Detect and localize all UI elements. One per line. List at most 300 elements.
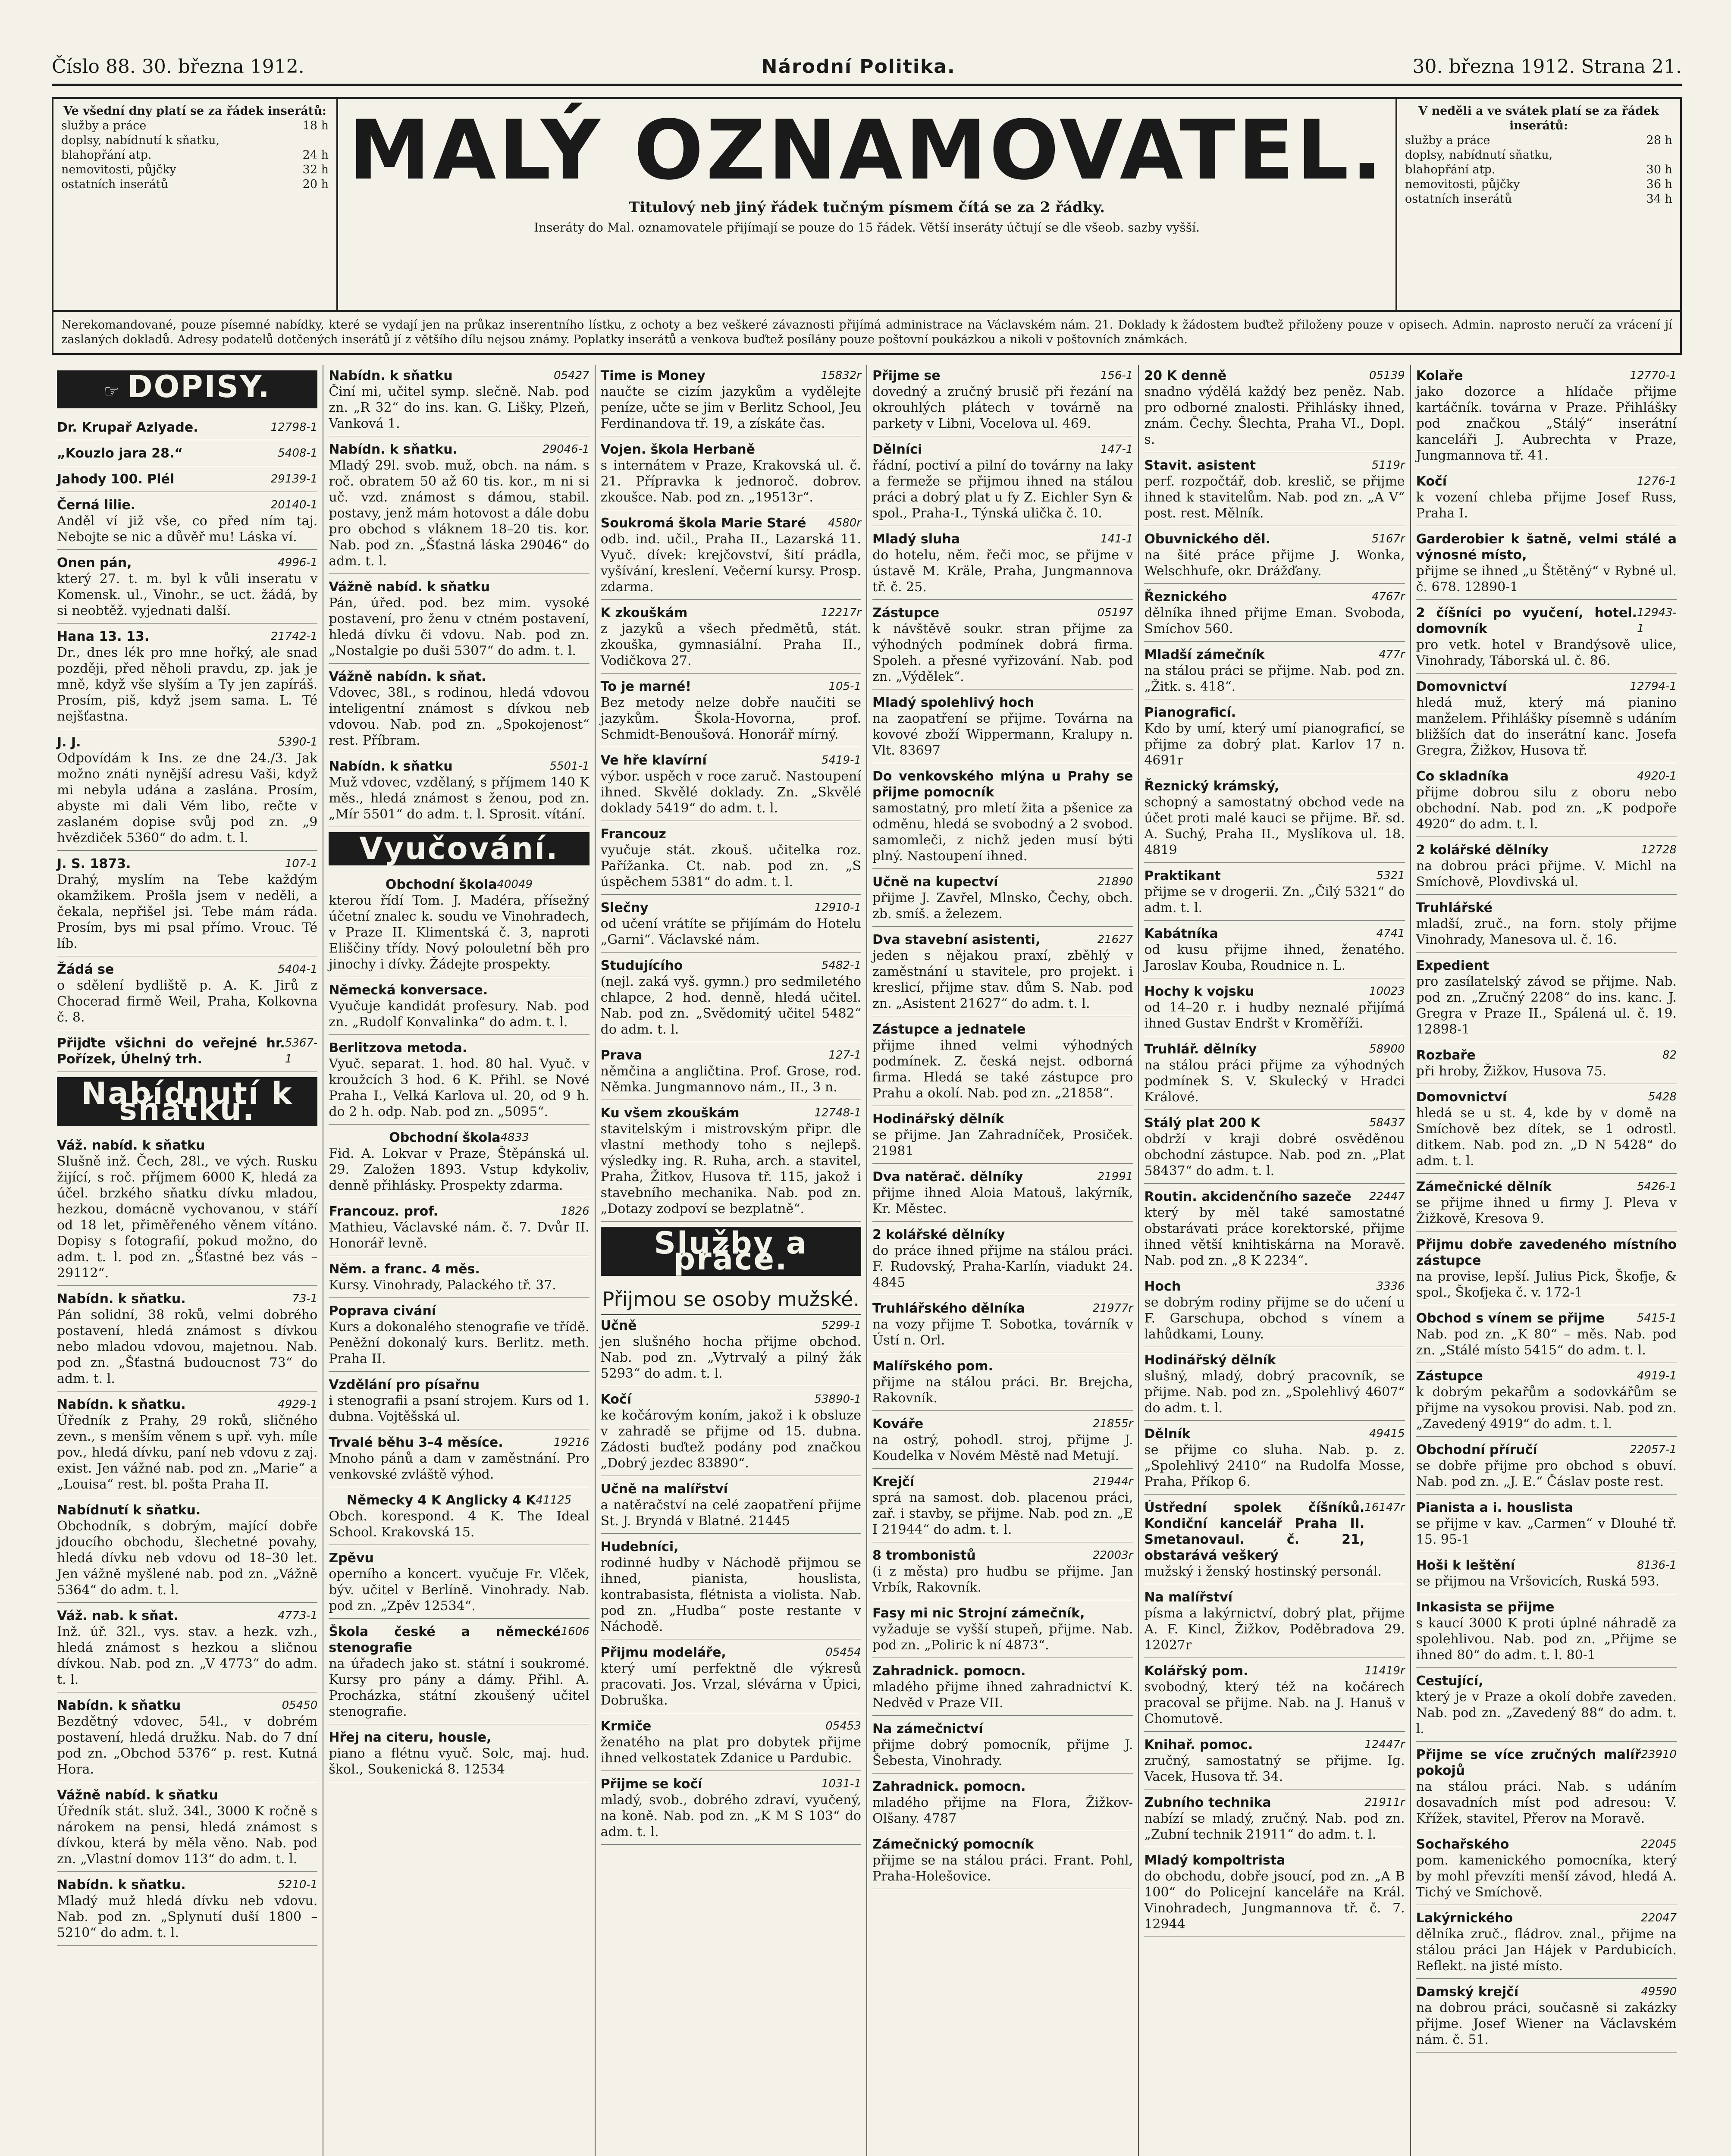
ad-title: Dělník (1144, 1426, 1191, 1442)
ad-heading (1144, 1500, 1405, 1564)
classified-ad (1416, 1555, 1677, 1594)
ad-number: 477r (1379, 648, 1405, 661)
ad-heading (329, 1435, 589, 1451)
ad-heading (872, 1111, 1133, 1127)
ad-text: se přijme. Jan Zahradníček, Prosiček. 21981 (872, 1128, 1133, 1159)
ad-text: jako dozorce a hlídače přijme kartáčník. továrna v Praze. Přihlášky pod značkou „Stálý“ inserátní kanceláři J. Aubrechta v Praze, Jungmannova tř. 41. (1416, 384, 1677, 463)
ad-number: 5426-1 (1637, 1180, 1677, 1193)
ad-heading (601, 1105, 861, 1121)
ad-heading (601, 826, 861, 842)
ad-heading (872, 368, 1133, 384)
ad-heading (1144, 1663, 1405, 1679)
ad-text: přijme dobrý pomocník, přijme J. Šebesta, Vinohrady. (872, 1737, 1133, 1768)
ad-heading (1416, 1673, 1677, 1689)
ad-heading (57, 1138, 317, 1153)
ad-heading (1144, 1115, 1405, 1131)
ad-heading (601, 1718, 861, 1734)
ad-number: 21991 (1097, 1170, 1133, 1183)
ad-title: Hochy k vojsku (1144, 984, 1254, 999)
ad-title: J. J. (57, 735, 81, 750)
ad-title: K zkouškám (600, 605, 688, 620)
ad-text: na stálou práci. Nab. s udáním dosavadních míst pod adresou: V. Křížek, stavitel, Přerov na Moravě. (1416, 1779, 1677, 1826)
ad-text: k vození chleba přijme Josef Russ, Praha I. (1416, 490, 1677, 521)
classified-ad (601, 1479, 861, 1534)
ad-heading (872, 695, 1133, 711)
classified-ad (1144, 923, 1405, 978)
ad-heading (872, 1605, 1133, 1621)
ad-number: 41125 (536, 1494, 572, 1507)
ad-title: Zubního technika (1144, 1795, 1271, 1810)
ad-title: Učně na malířství (600, 1482, 728, 1497)
ad-heading (601, 1047, 861, 1063)
ad-number: 22045 (1641, 1838, 1677, 1851)
ad-title: Zámečnické dělník (1416, 1179, 1552, 1194)
ad-heading (601, 1539, 861, 1555)
ad-text: a natěračství na celé zaopatření přijme St. J. Bryndá v Blatné. 21445 (600, 1498, 861, 1529)
ad-text: Mathieu, Václavské nám. č. 7. Dvůr II. Honorář levně. (329, 1220, 590, 1251)
masthead (52, 47, 1682, 86)
ad-heading (1416, 1557, 1677, 1573)
classified-ad (57, 1500, 317, 1603)
ad-heading (1416, 1599, 1677, 1615)
section-header-marriage: Nabídnutí k sňatku. (57, 1077, 317, 1126)
ad-title: Soukromá škola Marie Staré (600, 516, 806, 531)
ad-heading (1144, 868, 1405, 884)
ad-number: 21855r (1092, 1417, 1133, 1430)
ad-title: „Kouzlo jara 28.“ (57, 446, 183, 461)
ad-text: Vdovec, 38l., s rodinou, hledá vdovou inteligentní známost s dívkou neb vdovou. Nab. pod zn. „Spokojenost“ rest. Příbram. (329, 685, 590, 748)
ad-heading (329, 1492, 589, 1508)
ad-title: Přijme se (872, 368, 941, 383)
ad-heading (872, 1022, 1133, 1037)
classified-ad (57, 1288, 317, 1391)
ad-heading (601, 1318, 861, 1334)
classified-ad (329, 1621, 589, 1724)
column-5 (1139, 365, 1411, 2156)
ad-heading (57, 1877, 317, 1893)
ad-text: se přijmou na Vršovicích, Ruská 593. (1416, 1574, 1660, 1589)
ad-heading (1416, 1047, 1677, 1063)
ad-number: 4929-1 (278, 1398, 318, 1411)
ad-text: Mladý muž hledá dívku neb vdovu. Nab. pod zn. „Splynutí duší 1800 – 5210“ do adm. t. l. (57, 1893, 318, 1940)
ad-title: Expedient (1416, 958, 1490, 973)
classified-ad (872, 439, 1133, 526)
ad-heading (1416, 1368, 1677, 1384)
ad-heading (872, 1300, 1133, 1316)
classified-ad (872, 1166, 1133, 1222)
classified-ad (1416, 1308, 1677, 1363)
classified-ad (57, 495, 317, 550)
classified-ad (1144, 1350, 1405, 1421)
classified-ad (57, 853, 317, 956)
ad-number: 4580r (828, 517, 861, 530)
ad-title: Trvalé běhu 3–4 měsíce. (329, 1435, 503, 1450)
ad-text: do hotelu, něm. řeči moc, se přijme v ústavě M. Kräle, Praha, Jungmannova tř. č. 25. (872, 548, 1133, 595)
ad-heading (1416, 1984, 1677, 2000)
ad-number: 12910-1 (814, 901, 861, 914)
ad-title: Damský krejčí (1416, 1984, 1519, 1999)
ad-title: Rozbaře (1416, 1048, 1476, 1063)
ad-title: Studujícího (600, 958, 683, 973)
classified-ad (601, 897, 861, 953)
ad-heading (872, 531, 1133, 547)
ad-text: obdrží v kraji dobré osvěděnou obchodní zástupce. Nab. pod zn. „Plat 58437“ do adm. t. l. (1144, 1131, 1405, 1178)
ad-text: Úředník stát. služ. 34l., 3000 K ročně s nárokem na pensi, hledá známost s dívkou, která by měla věno. Nab. pod zn. „Vlastní domov 113“ do adm. t. l. (57, 1804, 318, 1867)
ad-number: 5419-1 (821, 754, 861, 767)
ad-text: s kaucí 3000 K proti úplné náhradě za spolehlivou. Nab. pod zn. „Přijme se ihned 80“ do adm. t. l. 80-1 (1416, 1616, 1677, 1663)
ad-title: Fasy mi nic Strojní zámečník, (872, 1606, 1085, 1621)
ad-heading (329, 579, 589, 595)
classified-ad (872, 1224, 1133, 1295)
ad-heading (329, 669, 589, 685)
ad-heading (601, 900, 861, 916)
ad-heading (57, 471, 317, 487)
rate-row (1405, 163, 1672, 177)
ad-text: přijme se na stálou práci. Frant. Pohl, Praha-Holešovice. (872, 1853, 1133, 1884)
ad-heading (601, 958, 861, 974)
classified-ad (1144, 586, 1405, 642)
ad-title: Knihař. pomoc. (1144, 1737, 1253, 1752)
paper-title: Národní Politika. (761, 56, 956, 78)
ad-heading (329, 982, 589, 998)
ads-list (601, 365, 861, 1845)
classified-ad (329, 1127, 589, 1198)
ad-text: Muž vdovec, vzdělaný, s příjmem 140 K měs., hledá známost s ženou, pod zn. „Mír 5501“ do adm. t. l. Sprosit. vítání. (329, 775, 590, 822)
rates-weekday-rows (61, 119, 329, 192)
ad-title: Prava (600, 1048, 643, 1063)
ad-title: Zpěvu (329, 1551, 374, 1566)
ad-title: Berlitzova metoda. (329, 1040, 467, 1056)
ad-title: Hoši k leštění (1416, 1558, 1515, 1573)
hand-pointer-icon: ☞ (103, 382, 121, 401)
ad-title: Nabídn. k sňatku. (329, 442, 458, 457)
ad-text: Nab. pod zn. „K 80“ – měs. Nab. pod zn. „Stálé místo 5415“ do adm. t. l. (1416, 1327, 1677, 1358)
ad-text: Obch. korespond. 4 K. The Ideal School. Krakovská 15. (329, 1509, 590, 1540)
ad-heading (1144, 531, 1405, 547)
ad-number: 58437 (1369, 1116, 1405, 1129)
ad-title: Kováře (872, 1416, 924, 1432)
ad-title: Obchodní škola (385, 877, 497, 892)
ad-title: Hudebníci, (600, 1539, 679, 1554)
ad-title: Sochařského (1416, 1837, 1509, 1852)
classified-ad (1416, 1234, 1677, 1305)
ad-text: slušný, mladý, dobrý pracovník, se přijme. Nab. pod zn. „Spolehlivý 4607“ do adm. t. l. (1144, 1369, 1405, 1416)
column-1 (52, 365, 323, 2156)
ad-text: na úřadech jako st. státní i soukromé. Kursy pro pány a dámy. Přihl. A. Procházka, státní zkoušený učitel stenografie. (329, 1656, 590, 1719)
ad-text: ke kočárovým koním, jakož i k obsluze v zahradě se přijme od 15. dubna. Zádosti buďtež podány pod značkou „Dobrý jezdec 83890“. (600, 1408, 861, 1471)
ad-heading (1144, 1426, 1405, 1442)
ad-heading (329, 1303, 589, 1319)
classified-ad (57, 1135, 317, 1286)
ad-title: Žádá se (57, 962, 114, 977)
ad-heading (1416, 842, 1677, 858)
ad-title: Slečny (600, 900, 649, 915)
ad-title: Německy 4 K Anglicky 4 K (346, 1493, 536, 1508)
classified-ad (601, 1642, 861, 1713)
classified-ad (872, 602, 1133, 689)
ad-text: na dobrou práci přijme. V. Michl na Smíchově, Plovdivská ul. (1416, 859, 1677, 890)
ad-text: vyžaduje se vyšší stupeň, přijme. Nab. pod zn. „Poliric k ní 4873“. (872, 1622, 1133, 1653)
ad-title: Něm. a franc. 4 měs. (329, 1262, 480, 1277)
ad-number: 5167r (1371, 533, 1405, 545)
ad-number: 147-1 (1100, 443, 1133, 456)
ad-number: 20140-1 (270, 498, 318, 511)
ad-number: 105-1 (828, 680, 861, 693)
classified-ad (601, 1716, 861, 1771)
ad-heading (57, 1787, 317, 1803)
section-header-services: Služby a práce. (601, 1227, 861, 1276)
rate-row (1405, 192, 1672, 207)
classified-ad (57, 443, 317, 466)
classified-ad (57, 732, 317, 851)
ad-number: 4833 (500, 1131, 529, 1144)
classified-ad (57, 1033, 317, 1072)
ad-number: 5404-1 (278, 963, 318, 976)
ad-number: 12728 (1641, 843, 1677, 856)
classified-ad (872, 871, 1133, 927)
ad-number: 12770-1 (1630, 369, 1677, 382)
ad-heading (329, 1040, 589, 1056)
classified-ad (1416, 1981, 1677, 2053)
ad-text: perf. rozpočtář, dob. kreslič, se přijme ihned k stavitelům. Nab. pod zn. „A V“ post. rest. Mělník. (1144, 474, 1405, 521)
ad-text: vyučuje stát. zkouš. učitelka roz. Pařížanka. Ct. nab. pod zn. „S úspěchem 5381“ do adm. t. l. (600, 843, 861, 890)
ad-text: přijme ihned Aloia Matouš, lakýrník, Kr. Městec. (872, 1185, 1133, 1216)
classified-ad (329, 577, 589, 664)
ad-heading (872, 874, 1133, 890)
ad-heading (329, 1550, 589, 1566)
ad-heading (872, 605, 1133, 621)
ad-text: pom. kamenického pomocníka, který by mohl převzíti menší závod, hledá A. Tichý ve Smíchově. (1416, 1853, 1677, 1900)
ad-title: Poprava civání (329, 1304, 436, 1319)
rate-row (1405, 148, 1672, 163)
classified-ad (1144, 865, 1405, 921)
ad-number: 12447r (1364, 1738, 1405, 1751)
issue-info: Číslo 88. 30. března 1912. (52, 56, 304, 78)
ad-text: Bez metody nelze dobře naučiti se jazykům. Škola-Hovorna, prof. Schmidt-Benoušová. Honorář mírný. (600, 695, 861, 742)
ad-title: Řeznický krámský, (1144, 779, 1279, 794)
ad-title: Zástupce (1416, 1369, 1483, 1384)
classified-ad (1416, 1908, 1677, 1979)
classified-ad (1144, 981, 1405, 1036)
ad-title: Kolářský pom. (1144, 1664, 1248, 1679)
ad-text: na dobrou práci, současně si zakázky přijme. Josef Wiener na Václavském nám. č. 51. (1416, 2000, 1677, 2047)
ad-number: 05427 (553, 369, 590, 382)
ad-heading (1416, 605, 1677, 637)
classified-ad (1416, 897, 1677, 953)
ad-title: Truhlářské (1416, 900, 1493, 915)
ad-heading (601, 515, 861, 531)
ad-heading (1416, 900, 1677, 916)
ad-number: 49415 (1369, 1427, 1405, 1440)
rate-row (61, 119, 329, 133)
ad-number: 4773-1 (278, 1609, 318, 1622)
classified-ad (872, 1661, 1133, 1716)
ad-text: mužský i ženský hostinský personál. (1144, 1564, 1382, 1579)
ad-text: přijme na stálou práci. Br. Brejcha, Rakovník. (872, 1375, 1133, 1406)
ad-text: k dobrým pekařům a sodovkářům se přijme na vysokou provisi. Nab. pod zn. „Zavedený 4919“ do adm. t. l. (1416, 1385, 1677, 1432)
ad-number: 22003r (1092, 1549, 1133, 1562)
ad-heading (601, 368, 861, 384)
ad-title: Domovnictví (1416, 1090, 1507, 1105)
ad-heading (601, 752, 861, 768)
ad-heading (1144, 778, 1405, 794)
classified-ad (1144, 1039, 1405, 1110)
ad-number: 22057-1 (1630, 1443, 1677, 1456)
rate-label: ostatních inserátů (1405, 192, 1512, 206)
classified-ad (1416, 840, 1677, 895)
ad-title: Obchod s vínem se přijme (1416, 1311, 1605, 1326)
ad-number: 21742-1 (270, 630, 318, 643)
ad-heading (329, 877, 589, 893)
classified-ad (57, 469, 317, 492)
ad-number: 10023 (1369, 985, 1405, 998)
ad-heading (1416, 531, 1677, 563)
ad-title: Hodinářský dělník (872, 1112, 1004, 1127)
classified-ad (601, 602, 861, 674)
rate-label: nemovitosti, půjčky (1405, 178, 1520, 191)
ad-text: nabízí se mladý, zručný. Nab. pod zn. „Zubní technik 21911“ do adm. t. l. (1144, 1811, 1405, 1842)
ad-title: Cestující, (1416, 1673, 1483, 1689)
ad-title: Nabídn. k sňatku (329, 368, 453, 383)
ad-number: 12943-1 (1637, 606, 1677, 635)
ad-title: Nabídnutí k sňatku. (57, 1503, 201, 1518)
title-box (338, 99, 1395, 310)
ad-heading (1416, 1310, 1677, 1326)
ad-text: k návštěvě soukr. stran přijme za výhodných podmínek dobrá firma. Spoleh. a přesné vyřizování. Nab. pod zn. „Výdělek“. (872, 621, 1133, 684)
ad-title: Na zámečnictví (872, 1721, 983, 1736)
classified-ad (1144, 1276, 1405, 1347)
ad-text: i stenografii a psaní strojem. Kurs od 1. dubna. Vojtěšská ul. (329, 1393, 590, 1424)
rate-label: ostatních inserátů (61, 178, 169, 191)
classified-ad (1144, 1186, 1405, 1273)
ad-number: 5210-1 (278, 1878, 318, 1891)
classified-ad (872, 1298, 1133, 1353)
ad-text: který by měl také samostatné obstarávati práce korektorské, přijme ihned větší knihtiskárna na Moravě. Nab. pod zn. „8 K 2234“. (1144, 1205, 1405, 1268)
classified-ad (329, 980, 589, 1035)
ad-title: Pianograficí. (1144, 705, 1236, 720)
classified-ad (1144, 776, 1405, 863)
classified-ad (601, 1103, 861, 1222)
ad-heading (57, 1698, 317, 1714)
ad-number: 21890 (1097, 875, 1133, 888)
ad-number: 4920-1 (1637, 770, 1677, 783)
ad-number: 4767r (1371, 590, 1405, 603)
ad-number: 12748-1 (814, 1106, 861, 1119)
ad-heading (1144, 926, 1405, 942)
ad-text: jeden s nějakou praxí, zběhlý v zaměstnání u stavitele, pro projekt. i kreslicí, přijme stav. dům S. Nab. pod zn. „Asistent 21627“ do adm. t. l. (872, 948, 1133, 1011)
ad-heading (1144, 1737, 1405, 1753)
ad-number: 5367-1 (285, 1037, 318, 1065)
ad-number: 05450 (282, 1699, 318, 1712)
ads-list (1144, 365, 1405, 1937)
rate-row (1405, 177, 1672, 192)
ad-text: Dr., dnes lék pro mne hořký, ale snad později, před něholi pravdu, zp. jak je mně, když vše slyším a Ty jen zapíráš. Prosím, piš, když jsem sama. L. Té nejšťastna. (57, 645, 318, 724)
classified-ad (57, 552, 317, 624)
ad-text: který 27. t. m. byl k vůli inseratu v Komensk. ul., Vinohr., se uct. žádá, by si neobtěž. vyjednati další. (57, 571, 318, 618)
classified-ad (329, 874, 589, 977)
ad-title: Ústřední spolek číšníků. Kondiční kancelář Praha II. Smetanovaul. č. 21, obstarává veškerý (1144, 1500, 1365, 1563)
classified-ad (601, 513, 861, 600)
ad-title: Kočí (600, 1392, 632, 1407)
ad-number: 53890-1 (814, 1393, 861, 1406)
ad-heading (1416, 1442, 1677, 1458)
ad-text: na stálou práci se přijme. Nab. pod zn. „Žitk. s. 418“. (1144, 663, 1405, 694)
ad-number: 5428 (1648, 1091, 1677, 1103)
ad-heading (329, 1261, 589, 1277)
ad-title: Přijme se více zručných malíř pokojů (1416, 1747, 1641, 1778)
ad-text: (nejl. zaká vyš. gymn.) pro sedmiletého chlapce, 2 hod. denně, hledá učitel. Nab. pod zn. „Svědomitý učitel 5482“ do adm. t. l. (600, 974, 861, 1037)
classified-ad (57, 1785, 317, 1872)
classified-ad (329, 1259, 589, 1298)
ad-text: s internátem v Praze, Krakovská ul. č. 21. Přípravka k jednoroč. dobrov. zkoušce. Nab. pod zn. „19513r“. (600, 458, 861, 505)
ad-heading (329, 1130, 589, 1146)
ad-title: Černá lilie. (57, 498, 136, 513)
classified-ad (872, 1413, 1133, 1469)
classified-ad (872, 1109, 1133, 1164)
ads-list (872, 365, 1133, 1889)
ad-text: při hroby, Žižkov, Husova 75. (1416, 1064, 1607, 1079)
classified-ad (1416, 1834, 1677, 1905)
ad-heading (872, 932, 1133, 948)
ad-title: Zámečnický pomocník (872, 1837, 1034, 1852)
classified-ad (601, 824, 861, 895)
ad-heading (1416, 1910, 1677, 1926)
ad-title: 8 trombonistů (872, 1548, 976, 1563)
classified-ad (601, 676, 861, 747)
rates-weekday (53, 99, 338, 310)
classified-ad (1416, 1670, 1677, 1742)
column-2 (323, 365, 595, 2156)
classified-ad (329, 1201, 589, 1256)
ad-text: snadno výdělá každý bez peněz. Nab. pro odborné znalosti. Přihlásky ihned, znám. Čechy. Šlechta, Praha VI., Dopl. s. (1144, 384, 1405, 447)
ad-number: 4741 (1376, 927, 1405, 940)
ad-text: Mladý 29l. svob. muž, obch. na nám. s roč. obratem 50 až 60 tis. kor., m ni si uč. vzd. známost s dámou, stabil. postavy, jenž mám hotovost a dále dobu pro obchod s vláknem 18–20 tis. kor. Nab. pod zn. „Šťastná láska 29046“ do adm. t. l. (329, 458, 590, 569)
ad-text: od učení vrátíte se přijímám do Hotelu „Garni“. Václavské nám. (600, 916, 861, 947)
ad-number: 1606 (561, 1625, 590, 1638)
classified-ad (1416, 365, 1677, 468)
ad-text: od 14–20 r. i hudby neznalé přijímá ihned Gustav Endršt v Kroměříži. (1144, 1000, 1405, 1031)
ad-title: Mladý spolehlivý hoch (872, 695, 1034, 710)
rates-holiday (1395, 99, 1680, 310)
ad-heading (601, 1391, 861, 1407)
ad-number: 82 (1662, 1049, 1677, 1062)
rate-label: služby a práce (61, 119, 147, 132)
ad-number: 5408-1 (278, 447, 318, 460)
ad-text: pro vetk. hotel v Brandýsově ulice, Vinohrady, Táborská ul. č. 86. (1416, 637, 1677, 668)
ad-number: 12798-1 (270, 421, 318, 434)
ad-title: Kabátníka (1144, 926, 1218, 941)
classified-ad (1416, 1176, 1677, 1232)
classified-ad (1416, 529, 1677, 600)
ad-heading (872, 1721, 1133, 1737)
rate-price: 20 h (302, 178, 329, 191)
ad-heading (1416, 679, 1677, 695)
classified-ad (872, 1471, 1133, 1542)
classified-ad (1144, 455, 1405, 526)
classified-ad (329, 439, 589, 574)
ad-title: Zástupce a jednatele (872, 1022, 1026, 1037)
hire-subheading: Přijmou se osoby mužské. (601, 1285, 861, 1315)
ad-heading (329, 758, 589, 774)
rate-price: 28 h (1646, 134, 1672, 147)
ad-number: 1031-1 (821, 1777, 861, 1790)
ads-list (329, 365, 589, 1782)
ad-heading (57, 734, 317, 750)
ad-heading (57, 420, 317, 436)
ad-title: Kolaře (1416, 368, 1463, 383)
ad-title: Dva natěrač. dělníky (872, 1169, 1023, 1185)
ad-text: přijme se ihned „u Štětěný“ v Rybné ul. č. 678. 12890-1 (1416, 564, 1677, 595)
